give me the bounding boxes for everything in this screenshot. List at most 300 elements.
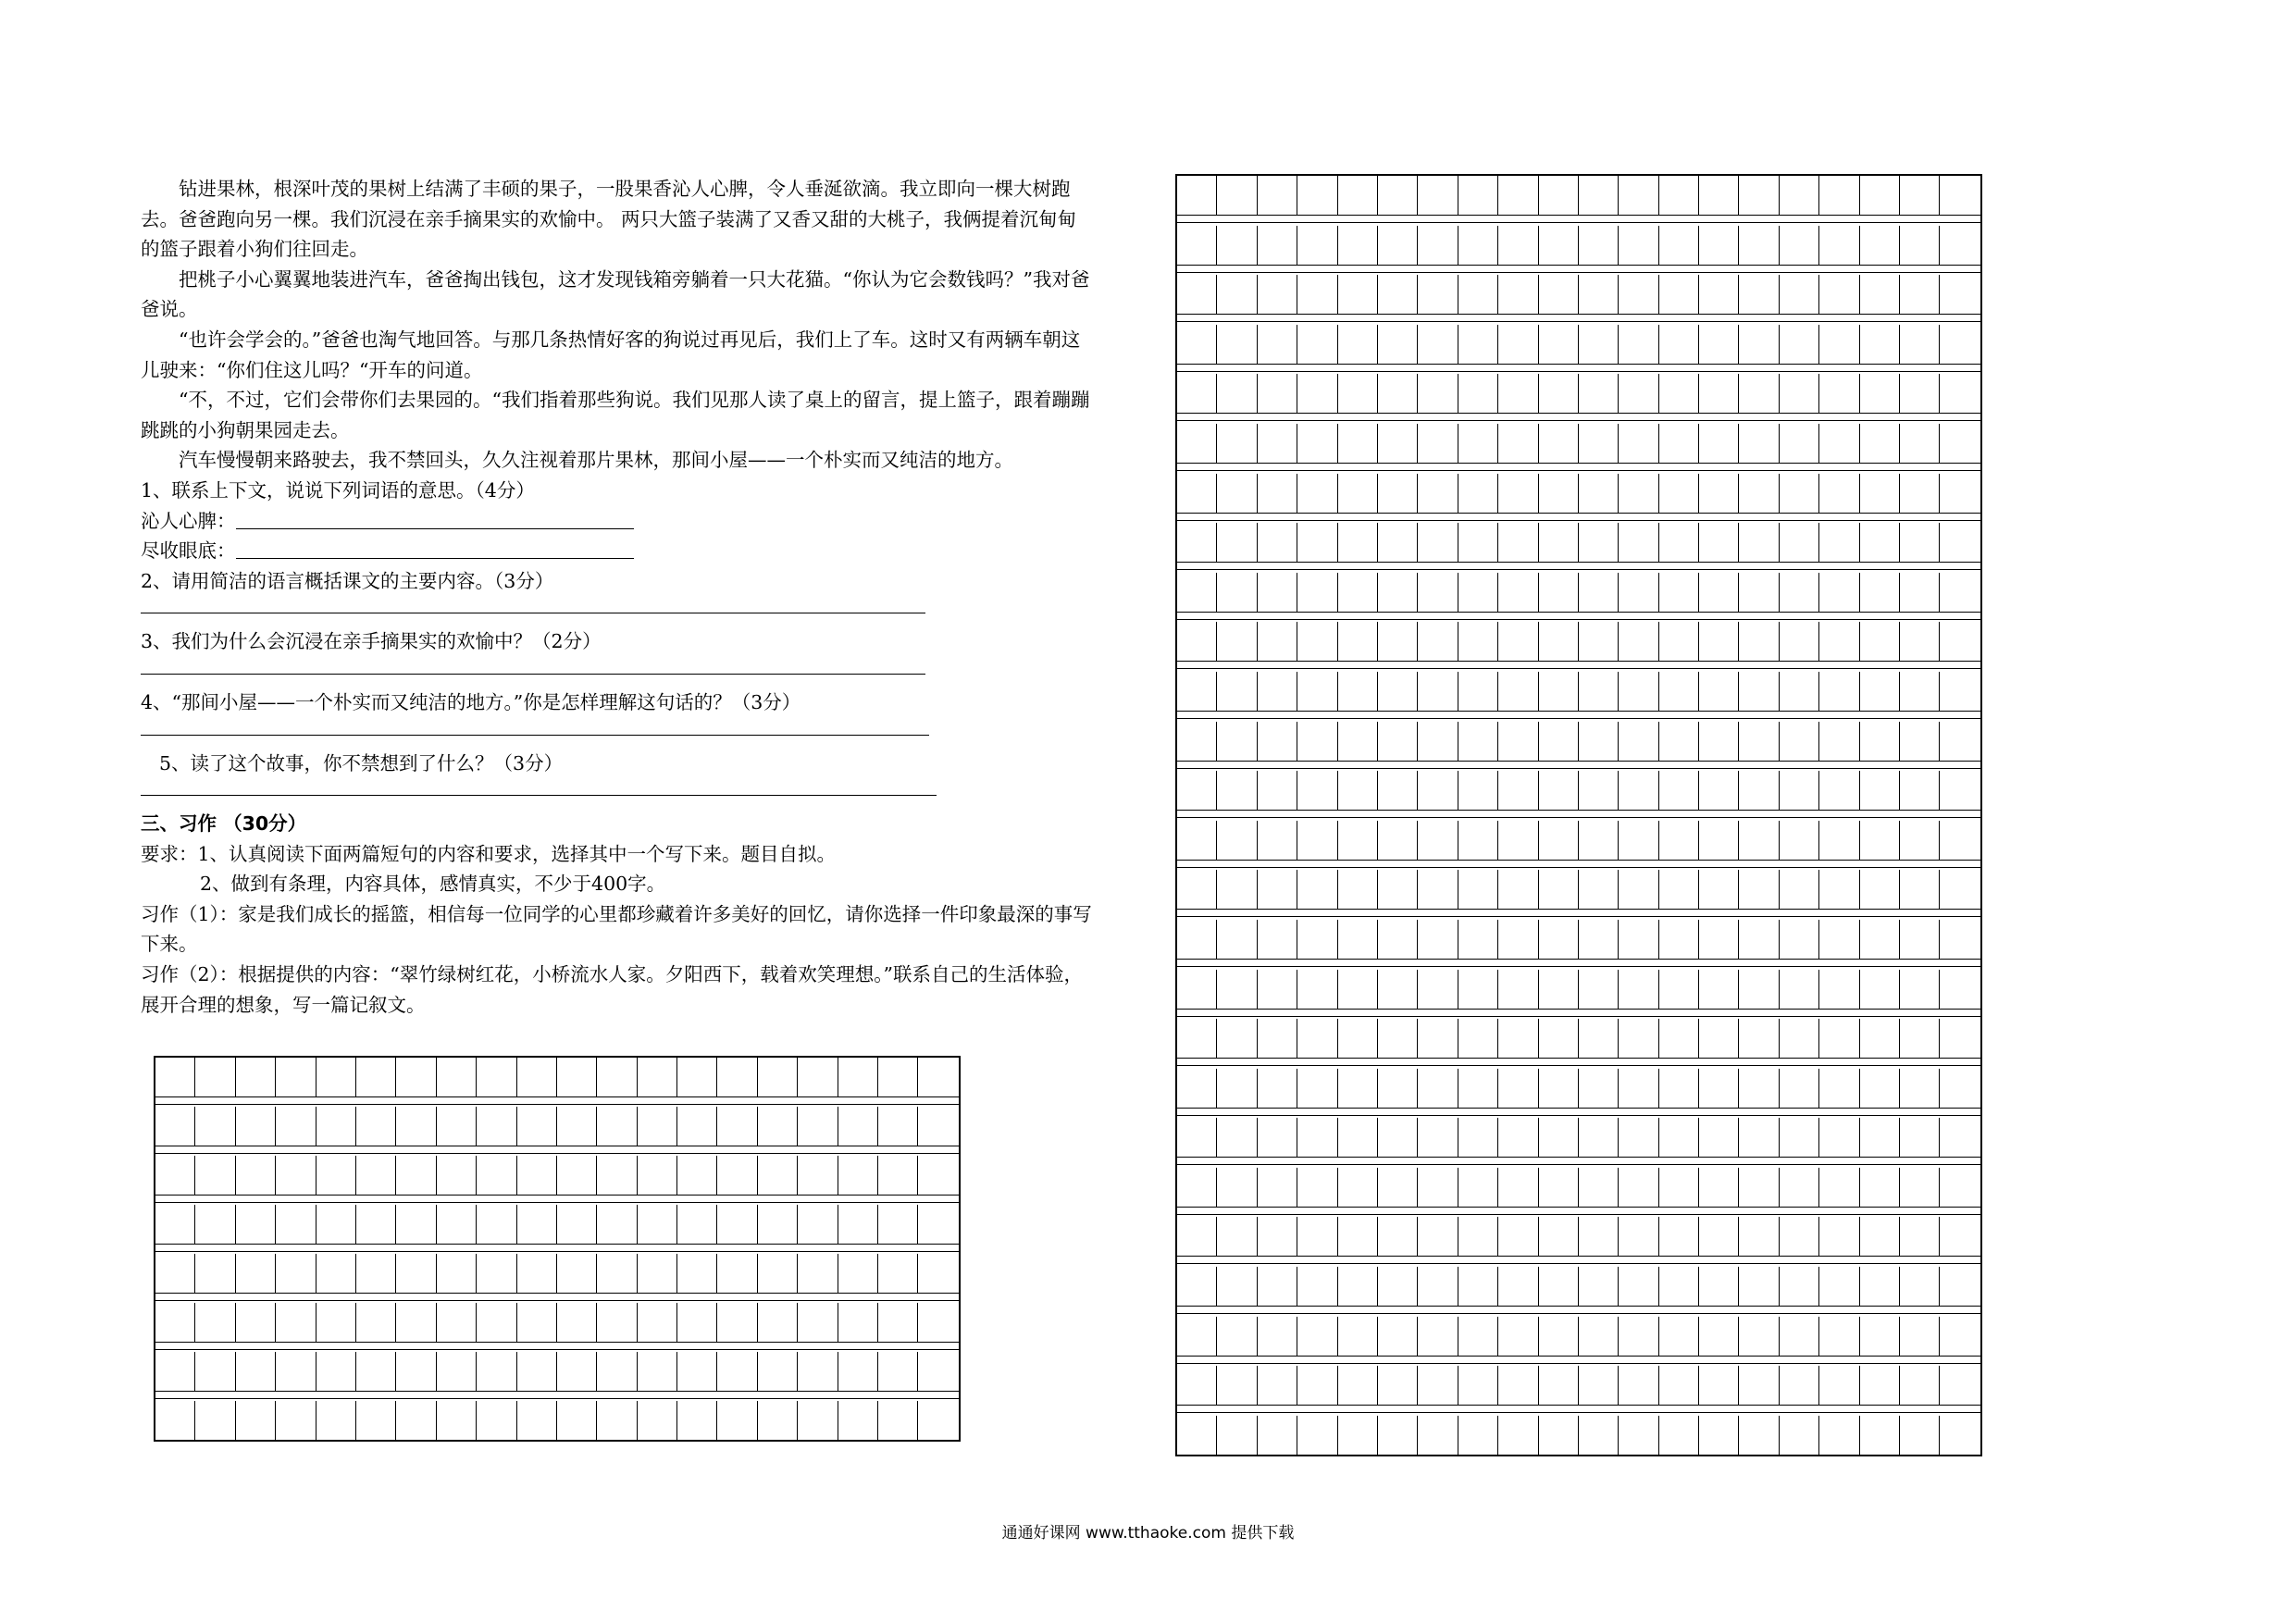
grid-cell[interactable] [1498, 771, 1538, 810]
grid-cell[interactable] [155, 1352, 195, 1391]
grid-cell[interactable] [798, 1401, 838, 1440]
grid-cell[interactable] [1177, 1416, 1217, 1455]
grid-cell[interactable] [758, 1254, 798, 1293]
grid-cell[interactable] [195, 1352, 235, 1391]
grid-cell[interactable] [1498, 374, 1538, 413]
grid-cell[interactable] [1739, 1267, 1779, 1306]
grid-cell[interactable] [1539, 1267, 1579, 1306]
grid-cell[interactable] [1498, 870, 1538, 909]
grid-cell[interactable] [1458, 771, 1498, 810]
grid-cell[interactable] [1659, 821, 1699, 860]
grid-cell[interactable] [1579, 474, 1619, 513]
grid-cell[interactable] [1619, 1267, 1658, 1306]
grid-cell[interactable] [557, 1254, 597, 1293]
writing-grid-right[interactable] [1175, 174, 1982, 1456]
grid-cell[interactable] [1739, 920, 1779, 959]
grid-cell[interactable] [1860, 176, 1900, 215]
grid-cell[interactable] [1458, 226, 1498, 265]
grid-cell[interactable] [1458, 374, 1498, 413]
grid-cell[interactable] [1940, 1118, 1980, 1157]
grid-cell[interactable] [1940, 722, 1980, 761]
answer-blank[interactable] [236, 538, 634, 559]
grid-cell[interactable] [1819, 523, 1859, 562]
grid-cell[interactable] [1418, 771, 1458, 810]
grid-cell[interactable] [677, 1303, 717, 1342]
grid-cell[interactable] [918, 1352, 958, 1391]
grid-cell[interactable] [1860, 1069, 1900, 1108]
grid-cell[interactable] [918, 1107, 958, 1146]
grid-cell[interactable] [1338, 870, 1378, 909]
grid-cell[interactable] [1539, 1366, 1579, 1405]
grid-cell[interactable] [1619, 1416, 1658, 1455]
grid-cell[interactable] [557, 1156, 597, 1195]
grid-cell[interactable] [1699, 374, 1739, 413]
grid-cell[interactable] [1217, 176, 1257, 215]
grid-cell[interactable] [838, 1205, 878, 1244]
grid-cell[interactable] [1940, 523, 1980, 562]
grid-cell[interactable] [155, 1205, 195, 1244]
grid-cell[interactable] [1699, 226, 1739, 265]
grid-cell[interactable] [1458, 1069, 1498, 1108]
grid-cell[interactable] [1619, 771, 1658, 810]
grid-cell[interactable] [1819, 226, 1859, 265]
grid-cell[interactable] [1177, 821, 1217, 860]
grid-cell[interactable] [1780, 1317, 1819, 1356]
grid-cell[interactable] [1699, 722, 1739, 761]
grid-cell[interactable] [1297, 771, 1337, 810]
grid-cell[interactable] [1217, 1416, 1257, 1455]
grid-cell[interactable] [838, 1401, 878, 1440]
grid-cell[interactable] [1297, 176, 1337, 215]
grid-cell[interactable] [356, 1352, 396, 1391]
grid-cell[interactable] [1338, 474, 1378, 513]
grid-cell[interactable] [1900, 226, 1940, 265]
grid-cell[interactable] [1217, 226, 1257, 265]
grid-cell[interactable] [1739, 226, 1779, 265]
grid-cell[interactable] [1458, 1366, 1498, 1405]
grid-cell[interactable] [1739, 424, 1779, 463]
grid-cell[interactable] [1860, 821, 1900, 860]
grid-cell[interactable] [1177, 1019, 1217, 1058]
grid-cell[interactable] [1699, 1267, 1739, 1306]
grid-cell[interactable] [1860, 622, 1900, 661]
grid-cell[interactable] [236, 1401, 276, 1440]
grid-cell[interactable] [717, 1107, 757, 1146]
grid-cell[interactable] [918, 1156, 958, 1195]
grid-cell[interactable] [1458, 325, 1498, 364]
grid-cell[interactable] [1780, 1069, 1819, 1108]
grid-cell[interactable] [1699, 1217, 1739, 1256]
grid-cell[interactable] [1739, 275, 1779, 314]
grid-cell[interactable] [1579, 622, 1619, 661]
grid-cell[interactable] [1498, 1069, 1538, 1108]
grid-cell[interactable] [1378, 970, 1418, 1009]
grid-cell[interactable] [1940, 622, 1980, 661]
grid-cell[interactable] [276, 1205, 316, 1244]
grid-cell[interactable] [1900, 176, 1940, 215]
grid-cell[interactable] [1900, 1267, 1940, 1306]
grid-cell[interactable] [1498, 672, 1538, 711]
grid-cell[interactable] [1498, 1366, 1538, 1405]
grid-cell[interactable] [1739, 474, 1779, 513]
grid-cell[interactable] [1819, 176, 1859, 215]
grid-cell[interactable] [1940, 920, 1980, 959]
grid-cell[interactable] [1177, 970, 1217, 1009]
grid-cell[interactable] [1458, 870, 1498, 909]
grid-cell[interactable] [356, 1205, 396, 1244]
grid-cell[interactable] [1579, 176, 1619, 215]
grid-cell[interactable] [276, 1156, 316, 1195]
grid-cell[interactable] [1619, 226, 1658, 265]
grid-cell[interactable] [758, 1401, 798, 1440]
grid-cell[interactable] [1338, 1416, 1378, 1455]
grid-cell[interactable] [1177, 1217, 1217, 1256]
grid-cell[interactable] [155, 1401, 195, 1440]
grid-cell[interactable] [396, 1352, 436, 1391]
answer-line[interactable] [141, 596, 925, 613]
grid-cell[interactable] [1498, 1019, 1538, 1058]
grid-cell[interactable] [477, 1107, 516, 1146]
grid-cell[interactable] [1900, 1019, 1940, 1058]
grid-cell[interactable] [1940, 1366, 1980, 1405]
grid-cell[interactable] [1177, 1267, 1217, 1306]
grid-cell[interactable] [1498, 920, 1538, 959]
grid-cell[interactable] [1217, 1317, 1257, 1356]
grid-cell[interactable] [1258, 275, 1297, 314]
grid-cell[interactable] [1418, 1069, 1458, 1108]
grid-cell[interactable] [316, 1352, 356, 1391]
grid-cell[interactable] [1900, 970, 1940, 1009]
grid-cell[interactable] [717, 1205, 757, 1244]
grid-cell[interactable] [1498, 573, 1538, 612]
grid-cell[interactable] [1378, 1217, 1418, 1256]
grid-cell[interactable] [1819, 920, 1859, 959]
grid-cell[interactable] [638, 1254, 677, 1293]
grid-cell[interactable] [1418, 1118, 1458, 1157]
grid-cell[interactable] [1659, 1019, 1699, 1058]
grid-cell[interactable] [1418, 622, 1458, 661]
grid-cell[interactable] [1940, 1168, 1980, 1207]
grid-cell[interactable] [717, 1058, 757, 1096]
grid-cell[interactable] [1579, 722, 1619, 761]
grid-cell[interactable] [1217, 672, 1257, 711]
grid-cell[interactable] [1217, 523, 1257, 562]
grid-cell[interactable] [1498, 970, 1538, 1009]
grid-cell[interactable] [1619, 622, 1658, 661]
grid-cell[interactable] [1539, 573, 1579, 612]
grid-cell[interactable] [1177, 523, 1217, 562]
grid-cell[interactable] [1699, 920, 1739, 959]
grid-cell[interactable] [1378, 920, 1418, 959]
grid-cell[interactable] [1258, 1366, 1297, 1405]
grid-cell[interactable] [1659, 474, 1699, 513]
grid-cell[interactable] [717, 1156, 757, 1195]
grid-cell[interactable] [1579, 771, 1619, 810]
grid-cell[interactable] [1418, 672, 1458, 711]
grid-cell[interactable] [1819, 1069, 1859, 1108]
grid-cell[interactable] [1177, 1366, 1217, 1405]
grid-cell[interactable] [1338, 1366, 1378, 1405]
grid-cell[interactable] [557, 1205, 597, 1244]
grid-cell[interactable] [878, 1303, 918, 1342]
grid-cell[interactable] [396, 1058, 436, 1096]
grid-cell[interactable] [1378, 275, 1418, 314]
grid-cell[interactable] [396, 1401, 436, 1440]
grid-cell[interactable] [1258, 1069, 1297, 1108]
grid-cell[interactable] [1780, 1267, 1819, 1306]
grid-cell[interactable] [155, 1156, 195, 1195]
grid-cell[interactable] [638, 1058, 677, 1096]
grid-cell[interactable] [396, 1107, 436, 1146]
grid-cell[interactable] [1378, 1366, 1418, 1405]
grid-cell[interactable] [1177, 1118, 1217, 1157]
grid-cell[interactable] [1579, 1366, 1619, 1405]
grid-cell[interactable] [1579, 1416, 1619, 1455]
grid-cell[interactable] [878, 1205, 918, 1244]
grid-cell[interactable] [1579, 1118, 1619, 1157]
grid-cell[interactable] [1458, 474, 1498, 513]
grid-cell[interactable] [1378, 1317, 1418, 1356]
grid-cell[interactable] [1297, 226, 1337, 265]
grid-cell[interactable] [838, 1058, 878, 1096]
grid-cell[interactable] [356, 1156, 396, 1195]
grid-cell[interactable] [1579, 1168, 1619, 1207]
grid-cell[interactable] [1940, 1267, 1980, 1306]
grid-cell[interactable] [1699, 474, 1739, 513]
grid-cell[interactable] [396, 1156, 436, 1195]
grid-cell[interactable] [557, 1107, 597, 1146]
grid-cell[interactable] [1258, 970, 1297, 1009]
grid-cell[interactable] [1940, 1069, 1980, 1108]
grid-cell[interactable] [1258, 523, 1297, 562]
grid-cell[interactable] [396, 1205, 436, 1244]
grid-cell[interactable] [1378, 226, 1418, 265]
grid-cell[interactable] [1659, 523, 1699, 562]
grid-cell[interactable] [838, 1107, 878, 1146]
grid-cell[interactable] [638, 1156, 677, 1195]
grid-cell[interactable] [838, 1352, 878, 1391]
grid-cell[interactable] [1539, 1317, 1579, 1356]
grid-cell[interactable] [437, 1156, 477, 1195]
grid-cell[interactable] [276, 1058, 316, 1096]
grid-cell[interactable] [1217, 573, 1257, 612]
grid-cell[interactable] [1539, 474, 1579, 513]
grid-cell[interactable] [1780, 424, 1819, 463]
grid-cell[interactable] [597, 1058, 637, 1096]
grid-cell[interactable] [1378, 374, 1418, 413]
grid-cell[interactable] [1378, 573, 1418, 612]
grid-cell[interactable] [1659, 722, 1699, 761]
grid-cell[interactable] [1819, 1168, 1859, 1207]
grid-cell[interactable] [1819, 374, 1859, 413]
grid-cell[interactable] [1699, 870, 1739, 909]
grid-cell[interactable] [1940, 325, 1980, 364]
grid-cell[interactable] [758, 1352, 798, 1391]
grid-cell[interactable] [1860, 1366, 1900, 1405]
grid-cell[interactable] [1860, 424, 1900, 463]
grid-cell[interactable] [878, 1254, 918, 1293]
grid-cell[interactable] [1338, 920, 1378, 959]
grid-cell[interactable] [1539, 325, 1579, 364]
grid-cell[interactable] [1860, 970, 1900, 1009]
grid-cell[interactable] [918, 1058, 958, 1096]
grid-cell[interactable] [1539, 275, 1579, 314]
grid-cell[interactable] [1177, 275, 1217, 314]
grid-cell[interactable] [1498, 474, 1538, 513]
grid-cell[interactable] [517, 1401, 557, 1440]
grid-cell[interactable] [1418, 275, 1458, 314]
grid-cell[interactable] [1378, 1168, 1418, 1207]
grid-cell[interactable] [1297, 672, 1337, 711]
grid-cell[interactable] [1217, 374, 1257, 413]
grid-cell[interactable] [155, 1303, 195, 1342]
grid-cell[interactable] [1699, 325, 1739, 364]
grid-cell[interactable] [1860, 325, 1900, 364]
grid-cell[interactable] [517, 1205, 557, 1244]
grid-cell[interactable] [798, 1205, 838, 1244]
grid-cell[interactable] [597, 1156, 637, 1195]
grid-cell[interactable] [1940, 821, 1980, 860]
grid-cell[interactable] [1579, 374, 1619, 413]
grid-cell[interactable] [798, 1303, 838, 1342]
grid-cell[interactable] [1780, 672, 1819, 711]
grid-cell[interactable] [1780, 870, 1819, 909]
grid-cell[interactable] [195, 1254, 235, 1293]
grid-cell[interactable] [1940, 870, 1980, 909]
grid-cell[interactable] [1579, 275, 1619, 314]
grid-cell[interactable] [1378, 424, 1418, 463]
grid-cell[interactable] [1940, 970, 1980, 1009]
grid-cell[interactable] [1900, 1217, 1940, 1256]
grid-cell[interactable] [155, 1254, 195, 1293]
grid-cell[interactable] [1860, 275, 1900, 314]
grid-cell[interactable] [1177, 374, 1217, 413]
grid-cell[interactable] [1297, 1168, 1337, 1207]
grid-cell[interactable] [1860, 374, 1900, 413]
grid-cell[interactable] [1498, 523, 1538, 562]
grid-cell[interactable] [1177, 1317, 1217, 1356]
grid-cell[interactable] [1780, 573, 1819, 612]
grid-cell[interactable] [236, 1205, 276, 1244]
grid-cell[interactable] [1659, 920, 1699, 959]
grid-cell[interactable] [1860, 1019, 1900, 1058]
grid-cell[interactable] [1217, 771, 1257, 810]
grid-cell[interactable] [1458, 523, 1498, 562]
grid-cell[interactable] [1338, 275, 1378, 314]
grid-cell[interactable] [1378, 622, 1418, 661]
grid-cell[interactable] [1338, 523, 1378, 562]
grid-cell[interactable] [1619, 1317, 1658, 1356]
grid-cell[interactable] [1177, 771, 1217, 810]
grid-cell[interactable] [1458, 1168, 1498, 1207]
grid-cell[interactable] [1739, 374, 1779, 413]
grid-cell[interactable] [1940, 1217, 1980, 1256]
grid-cell[interactable] [1418, 523, 1458, 562]
grid-cell[interactable] [1539, 226, 1579, 265]
grid-cell[interactable] [1458, 1118, 1498, 1157]
grid-cell[interactable] [1819, 573, 1859, 612]
grid-cell[interactable] [1659, 424, 1699, 463]
grid-cell[interactable] [1539, 870, 1579, 909]
grid-cell[interactable] [1297, 1317, 1337, 1356]
grid-cell[interactable] [1780, 275, 1819, 314]
grid-cell[interactable] [1659, 870, 1699, 909]
grid-cell[interactable] [1177, 1069, 1217, 1108]
grid-cell[interactable] [356, 1058, 396, 1096]
grid-cell[interactable] [1418, 1019, 1458, 1058]
grid-cell[interactable] [838, 1303, 878, 1342]
grid-cell[interactable] [1498, 325, 1538, 364]
grid-cell[interactable] [1258, 1267, 1297, 1306]
grid-cell[interactable] [1539, 771, 1579, 810]
grid-cell[interactable] [1659, 1317, 1699, 1356]
grid-cell[interactable] [1659, 275, 1699, 314]
answer-line[interactable] [141, 718, 929, 736]
grid-cell[interactable] [1739, 573, 1779, 612]
grid-cell[interactable] [758, 1205, 798, 1244]
grid-cell[interactable] [1498, 424, 1538, 463]
grid-cell[interactable] [1458, 275, 1498, 314]
grid-cell[interactable] [1780, 970, 1819, 1009]
grid-cell[interactable] [1217, 424, 1257, 463]
grid-cell[interactable] [1498, 1217, 1538, 1256]
grid-cell[interactable] [437, 1107, 477, 1146]
grid-cell[interactable] [1900, 1416, 1940, 1455]
grid-cell[interactable] [356, 1107, 396, 1146]
grid-cell[interactable] [1297, 821, 1337, 860]
grid-cell[interactable] [1458, 722, 1498, 761]
grid-cell[interactable] [1258, 325, 1297, 364]
grid-cell[interactable] [155, 1107, 195, 1146]
grid-cell[interactable] [798, 1107, 838, 1146]
grid-cell[interactable] [1418, 226, 1458, 265]
grid-cell[interactable] [1819, 1366, 1859, 1405]
grid-cell[interactable] [1819, 821, 1859, 860]
grid-cell[interactable] [1699, 1168, 1739, 1207]
grid-cell[interactable] [1338, 672, 1378, 711]
grid-cell[interactable] [918, 1303, 958, 1342]
grid-cell[interactable] [1860, 771, 1900, 810]
grid-cell[interactable] [1498, 1416, 1538, 1455]
grid-cell[interactable] [1659, 325, 1699, 364]
grid-cell[interactable] [1217, 1217, 1257, 1256]
grid-cell[interactable] [1338, 226, 1378, 265]
grid-cell[interactable] [1699, 1366, 1739, 1405]
grid-cell[interactable] [1217, 722, 1257, 761]
grid-cell[interactable] [1297, 1069, 1337, 1108]
grid-cell[interactable] [477, 1303, 516, 1342]
grid-cell[interactable] [195, 1156, 235, 1195]
grid-cell[interactable] [1900, 275, 1940, 314]
grid-cell[interactable] [1297, 325, 1337, 364]
grid-cell[interactable] [1338, 1019, 1378, 1058]
grid-cell[interactable] [1177, 622, 1217, 661]
grid-cell[interactable] [1900, 672, 1940, 711]
grid-cell[interactable] [1297, 275, 1337, 314]
grid-cell[interactable] [1418, 970, 1458, 1009]
grid-cell[interactable] [1659, 374, 1699, 413]
grid-cell[interactable] [1739, 1317, 1779, 1356]
grid-cell[interactable] [1418, 176, 1458, 215]
grid-cell[interactable] [1338, 1217, 1378, 1256]
grid-cell[interactable] [1217, 1069, 1257, 1108]
grid-cell[interactable] [597, 1303, 637, 1342]
grid-cell[interactable] [1780, 1118, 1819, 1157]
grid-cell[interactable] [638, 1107, 677, 1146]
grid-cell[interactable] [1258, 672, 1297, 711]
grid-cell[interactable] [1739, 970, 1779, 1009]
grid-cell[interactable] [1217, 1267, 1257, 1306]
